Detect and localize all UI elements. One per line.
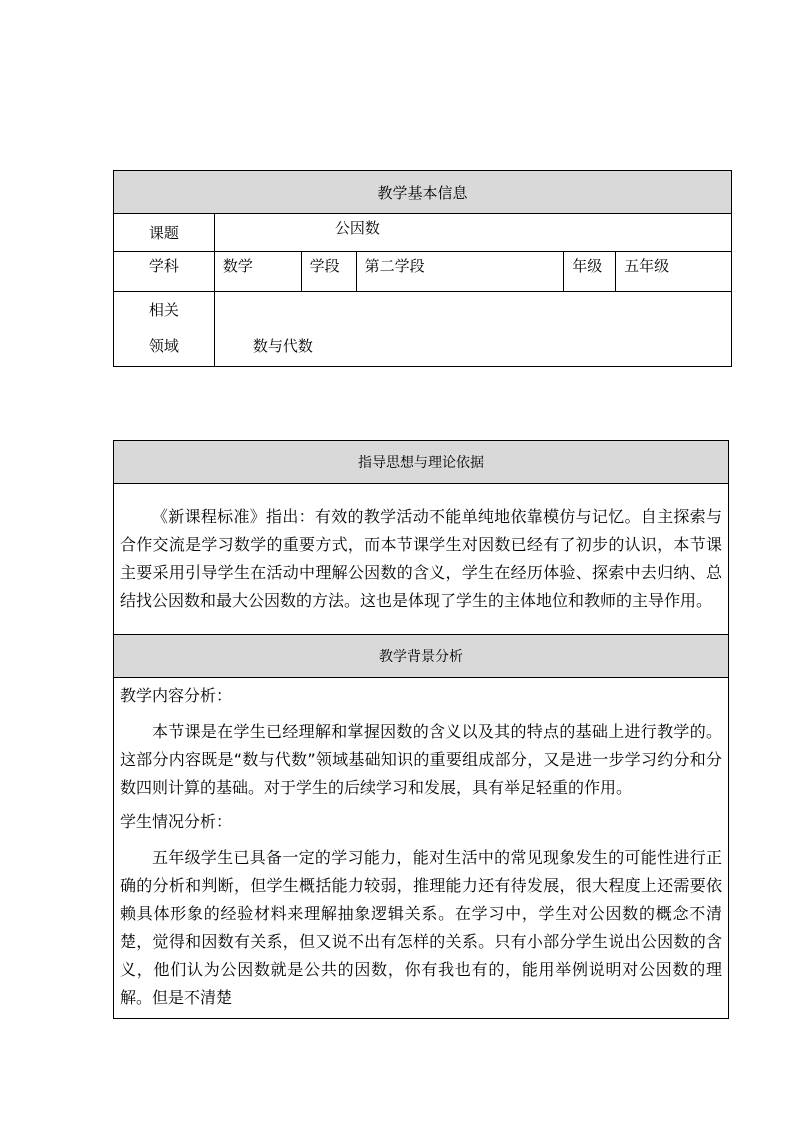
- background-header: 教学背景分析: [114, 635, 729, 678]
- background-body: [114, 678, 729, 1019]
- topic-value-cell: [214, 214, 731, 252]
- domain-value-cell: [214, 292, 731, 367]
- content-analysis-paragraph: 本节课是在学生已经理解和掌握因数的含义以及其的特点的基础上进行教学的。这部分内容既是“数与代数”领域基础知识的重要组成部分，又是进一步学习约分和分数四则计算的基础。对于学生的后续学习和发展，具有举足轻重的作用。: [120, 722, 722, 797]
- subject-value: 数学: [214, 252, 301, 292]
- grade-label: 年级: [564, 252, 616, 292]
- student-analysis-paragraph: 五年级学生已具备一定的学习能力，能对生活中的常见现象发生的可能性进行正确的分析和判断，但学生概括能力较弱，推理能力还有待发展，很大程度上还需要依赖具体形象的经验材料来理解抽象逻辑关系。在学习中，学生对公因数的概念不清楚，觉得和因数有关系，但又说不出有怎样的关系。只有小部分学生说出公因数的含义，他们认为公因数就是公共的因数，你有我也有的，能用举例说明对公因数的理解。但是不清楚: [120, 848, 722, 1007]
- basic-info-table: [113, 170, 732, 367]
- guiding-header: 指导思想与理论依据: [114, 441, 729, 484]
- stage-value: 第二学段: [356, 252, 564, 292]
- basic-info-header: 教学基本信息: [114, 171, 732, 214]
- stage-label: 学段: [301, 252, 356, 292]
- grade-value: 五年级: [616, 252, 732, 292]
- topic-label: 课题: [114, 214, 215, 252]
- domain-value: 数与代数: [252, 337, 313, 355]
- content-analysis-title: 教学内容分析：: [120, 686, 233, 705]
- guiding-background-table: [113, 440, 729, 1019]
- student-analysis-title: 学生情况分析：: [120, 812, 233, 831]
- domain-label-cell: [114, 292, 215, 367]
- topic-value: 公因数: [334, 219, 380, 237]
- guiding-body: [114, 484, 729, 635]
- guiding-paragraph: 《新课程标准》指出：有效的教学活动不能单纯地依靠模仿与记忆。自主探索与合作交流是学习数学的重要方式，而本节课学生对因数已经有了初步的认识，本节课主要采用引导学生在活动中理解公因数的含义，学生在经历体验、探索中去归纳、总结找公因数和最大公因数的方法。这也是体现了学生的主体地位和教师的主导作用。: [120, 507, 722, 610]
- subject-label: 学科: [114, 252, 215, 292]
- domain-label-line2: 领域: [148, 337, 179, 355]
- domain-label-line1: 相关: [148, 301, 179, 319]
